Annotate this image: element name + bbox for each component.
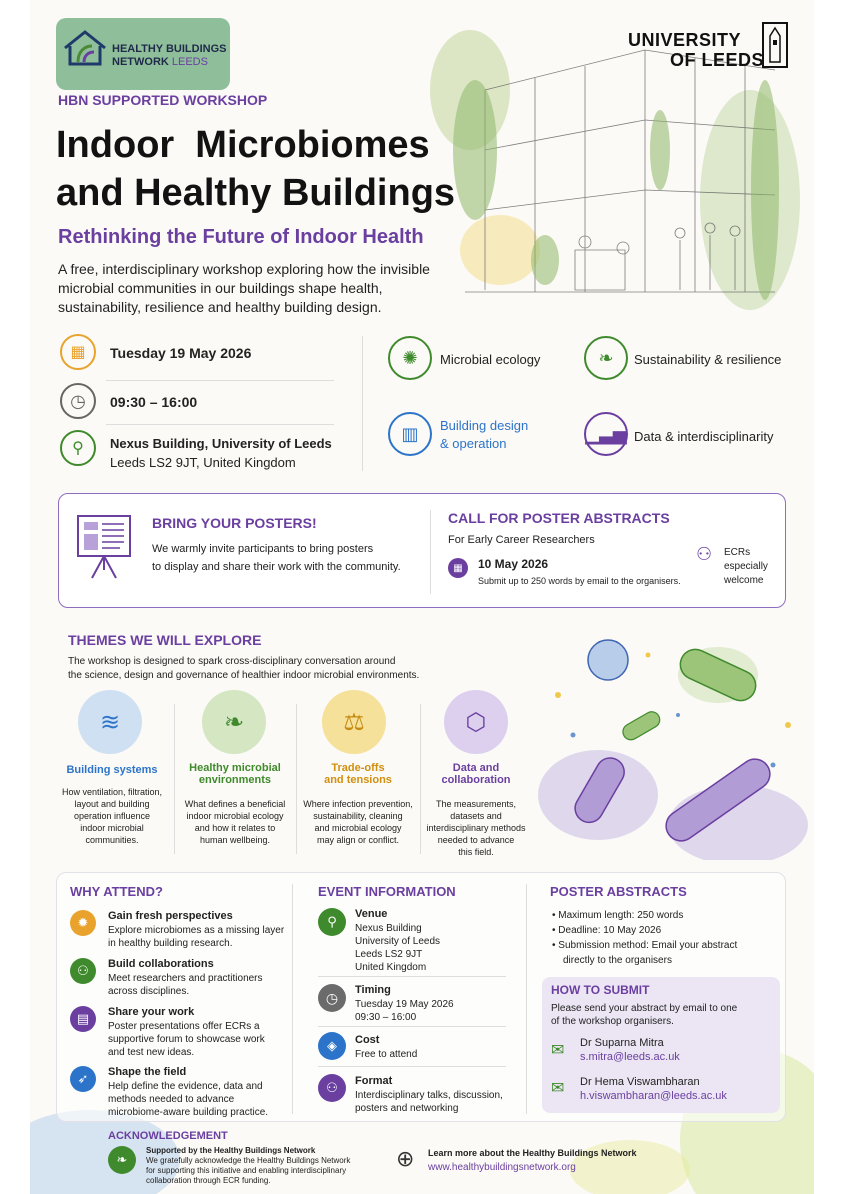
theme-healthy-desc: What defines a beneficial indoor microbial ecology and how it relates to human wellbeing. [184, 799, 286, 845]
venue-lines: Nexus Building University of Leeds Leeds LS2 9JT United Kingdom [355, 923, 441, 973]
venue-label: Venue [355, 908, 388, 920]
divider [106, 380, 334, 381]
building-illustration [445, 30, 785, 320]
why-attend-title: WHY ATTEND? [70, 884, 163, 899]
topic-microbial-ecology: Microbial ecology [440, 352, 541, 367]
logo-line1: HEALTHY BUILDINGS [112, 43, 227, 55]
vertical-divider [292, 884, 293, 1114]
abstracts-title: POSTER ABSTRACTS [550, 884, 687, 899]
themes-intro-line2: the science, design and governance of healthier indoor microbial environments. [68, 670, 420, 681]
network-icon: ⬡ [444, 690, 508, 754]
ack-text: Supported by the Healthy Buildings Network We gratefully acknowledge the Healthy Buildings Network for supporting this initiative and enabling interdisciplinary collaboration through ECR funding. [146, 1146, 351, 1185]
wind-icon: ≋ [78, 690, 142, 754]
rocket-icon: ➶ [70, 1066, 96, 1092]
subtitle: Rethinking the Future of Indoor Health [58, 226, 424, 248]
lightbulb-icon: ✹ [70, 910, 96, 936]
topic-building-design-line1: Building design [440, 418, 529, 433]
how-to-submit-text: Please send your abstract by email to one of the workshop organisers. [551, 1003, 738, 1027]
university-tower-icon [762, 22, 788, 68]
why-item-desc: Meet researchers and practitioners across disciplines. [108, 973, 263, 997]
university-name-line2: OF LEEDS [670, 50, 765, 70]
theme-building-systems-title: Building systems [66, 764, 158, 776]
supported-label: HBN SUPPORTED WORKSHOP [58, 92, 268, 108]
why-item-title: Shape the field [108, 1066, 187, 1078]
cost-value: Free to attend [355, 1049, 418, 1060]
microbes-illustration [538, 625, 808, 860]
contact-name: Dr Suparna Mitra [580, 1037, 664, 1049]
hbn-house-icon [62, 28, 108, 68]
divider [106, 424, 334, 425]
location-pin-icon: ⚲ [60, 430, 96, 466]
why-item-title: Gain fresh perspectives [108, 910, 233, 922]
divider [318, 976, 506, 977]
timing-label: Timing [355, 984, 391, 996]
topic-building-design-line2: & operation [440, 436, 507, 451]
divider [318, 1066, 506, 1067]
topic-sustainability: Sustainability & resilience [634, 352, 782, 367]
ack-title: ACKNOWLEDGEMENT [108, 1130, 228, 1142]
abstracts-bullets: • Maximum length: 250 words • Deadline: 10 May 2026 • Submission method: Email your abstract directly to the organisers [552, 910, 738, 966]
vertical-divider [430, 510, 431, 594]
poster-page [30, 0, 814, 1194]
globe-icon: ⊕ [396, 1146, 415, 1171]
theme-building-systems-desc: How ventilation, filtration, layout and building operation influence indoor microbial communities. [61, 787, 163, 845]
intro-text: A free, interdisciplinary workshop exploring how the invisible microbial communities in our buildings shape health, sustainability, resilience and healthy building design. [58, 261, 430, 315]
theme-data-title: Data and collaboration [441, 762, 511, 786]
clock-icon: ◷ [60, 383, 96, 419]
leaf-icon: ❧ [584, 336, 628, 380]
website-link[interactable]: www.healthybuildingsnetwork.org [428, 1162, 576, 1173]
poster-board-icon [76, 514, 132, 580]
scales-icon: ⚖ [322, 690, 386, 754]
call-abstracts-title: CALL FOR POSTER ABSTRACTS [448, 510, 670, 526]
why-item-desc: Help define the evidence, data and methods needed to advance microbiome-aware building practice. [108, 1081, 269, 1118]
format-label: Format [355, 1075, 393, 1087]
ticket-icon: ◈ [318, 1032, 346, 1060]
divider [318, 1026, 506, 1027]
university-name-line1: UNIVERSITY [628, 30, 742, 50]
why-item-desc: Explore microbiomes as a missing layer in healthy building research. [108, 925, 285, 949]
group-icon: ⚇ [318, 1074, 346, 1102]
contact-name: Dr Hema Viswambharan [580, 1076, 700, 1088]
people-icon: ⚇ [696, 544, 713, 564]
leaf-icon: ❧ [202, 690, 266, 754]
page-title-line1: Indoor Microbiomes [56, 124, 430, 166]
presentation-icon: ▤ [70, 1006, 96, 1032]
themes-intro-line1: The workshop is designed to spark cross-disciplinary conversation around [68, 656, 396, 667]
leaf-icon: ❧ [108, 1146, 136, 1174]
theme-tradeoffs-title: Trade-offs and tensions [324, 762, 392, 786]
email-icon: ✉ [551, 1042, 565, 1059]
bring-posters-line1: We warmly invite participants to bring posters [152, 543, 374, 555]
bar-chart-icon: ▁▃▅ [584, 412, 628, 456]
bring-posters-title: BRING YOUR POSTERS! [152, 515, 317, 531]
cost-label: Cost [355, 1034, 380, 1046]
clock-icon: ◷ [318, 984, 346, 1012]
why-item-desc: Poster presentations offer ECRs a supportive forum to showcase work and test new ideas. [108, 1021, 265, 1058]
bring-posters-line2: to display and share their work with the community. [152, 561, 401, 573]
logo-line2: NETWORK LEEDS [112, 56, 208, 68]
timing-lines: Tuesday 19 May 2026 09:30 – 16:00 [355, 999, 454, 1023]
calendar-icon: ▦ [60, 334, 96, 370]
event-info-title: EVENT INFORMATION [318, 884, 456, 899]
building-icon: ▥ [388, 412, 432, 456]
email-icon: ✉ [551, 1080, 565, 1097]
page-title-line2: and Healthy Buildings [56, 172, 456, 214]
group-icon: ⚇ [70, 958, 96, 984]
learn-more-text: Learn more about the Healthy Buildings Network [428, 1148, 637, 1158]
call-abstracts-sub: For Early Career Researchers [448, 534, 595, 546]
call-date: 10 May 2026 [478, 557, 549, 571]
contact-email-link[interactable]: s.mitra@leeds.ac.uk [580, 1051, 680, 1063]
why-item-title: Share your work [108, 1006, 195, 1018]
call-desc: Submit up to 250 words by email to the organisers. [478, 576, 681, 586]
contact-email-link[interactable]: h.viswambharan@leeds.ac.uk [580, 1090, 727, 1102]
topic-data: Data & interdisciplinarity [634, 429, 774, 444]
theme-data-desc: The measurements, datasets and interdisciplinary methods needed to advance this field. [426, 799, 526, 857]
theme-healthy-title: Healthy microbial environments [189, 762, 281, 786]
theme-tradeoffs-desc: Where infection prevention, sustainability, cleaning and microbial ecology may align or conflict. [303, 799, 413, 845]
how-to-submit-title: HOW TO SUBMIT [551, 983, 650, 997]
themes-title: THEMES WE WILL EXPLORE [68, 632, 262, 648]
event-time: 09:30 – 16:00 [110, 394, 198, 410]
venue-line1: Nexus Building, University of Leeds [110, 436, 332, 451]
vertical-divider [362, 336, 363, 471]
vertical-divider [526, 884, 527, 1114]
location-pin-icon: ⚲ [318, 908, 346, 936]
why-item-title: Build collaborations [108, 958, 214, 970]
microbe-icon: ✺ [388, 336, 432, 380]
ecr-welcome: ECRs especially welcome [724, 547, 768, 586]
format-lines: Interdisciplinary talks, discussion, posters and networking [355, 1090, 503, 1114]
calendar-icon: ▦ [448, 558, 468, 578]
venue-line2: Leeds LS2 9JT, United Kingdom [110, 455, 296, 470]
event-date: Tuesday 19 May 2026 [110, 345, 252, 361]
